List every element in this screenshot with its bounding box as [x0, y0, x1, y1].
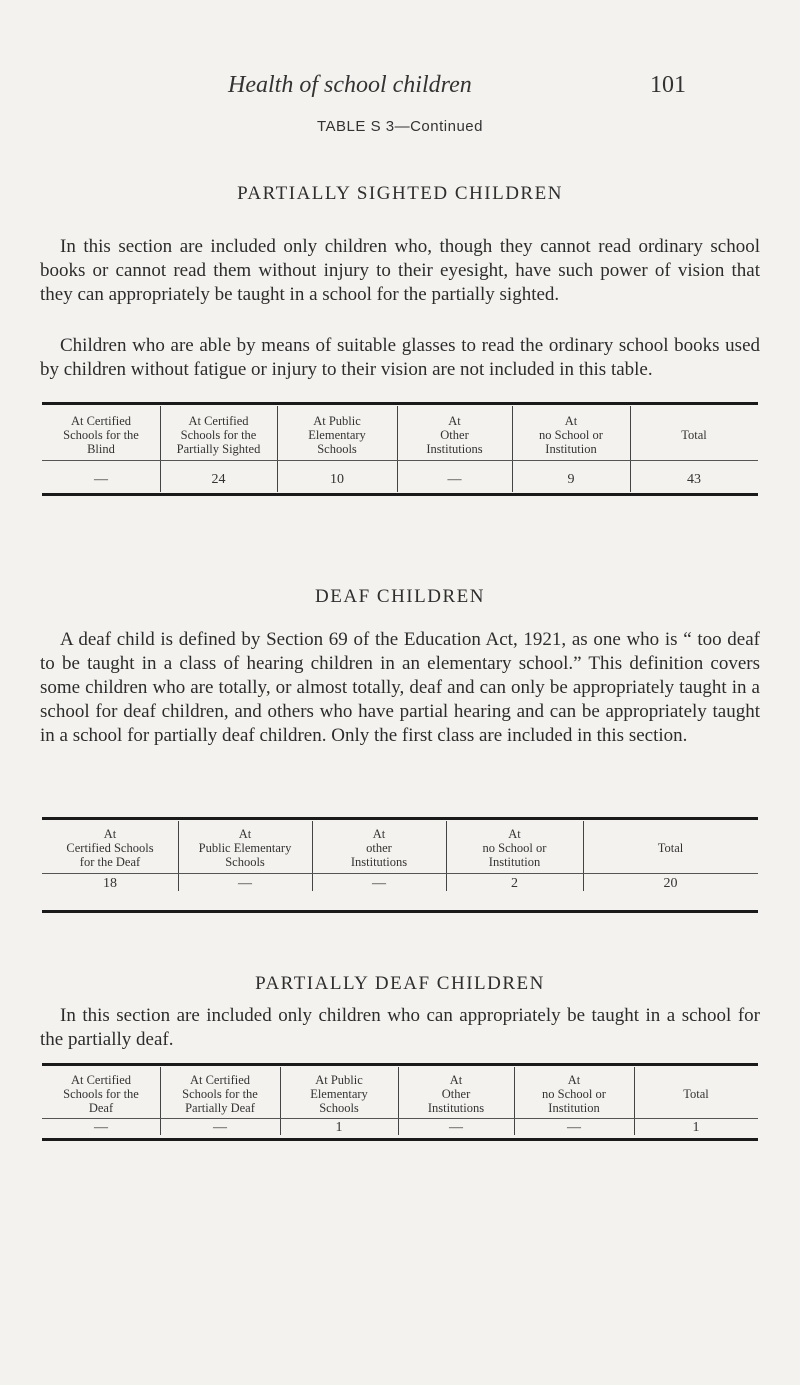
- table-cell: 10: [330, 472, 344, 487]
- paragraph-partially-deaf-1: In this section are included only children who can appropriately be taught in a school for the partially deaf.: [40, 1005, 760, 1050]
- table-cell: 1: [335, 1120, 343, 1135]
- table-cell: —: [447, 472, 462, 487]
- table-cell: 9: [567, 472, 575, 487]
- column-header: At Other Institutions: [426, 414, 483, 456]
- column-header: At Certified Schools for the Deaf: [63, 1073, 139, 1115]
- column-header: At other Institutions: [350, 827, 408, 869]
- table-cell: —: [94, 472, 108, 487]
- table-top-rule: [42, 1063, 758, 1066]
- header-separator: [42, 1118, 758, 1119]
- column-header: Total: [657, 841, 684, 855]
- table-cell: —: [213, 1120, 227, 1135]
- table-cell: 2: [511, 876, 518, 891]
- header-separator: [42, 460, 758, 461]
- section-heading-partially-sighted: PARTIALLY SIGHTED CHILDREN: [237, 183, 563, 204]
- column-header: Total: [683, 1087, 709, 1101]
- table-top-rule: [42, 817, 758, 820]
- column-header: At Public Elementary Schools: [198, 827, 292, 869]
- table-cell: 1: [692, 1120, 700, 1135]
- section-heading-deaf: DEAF CHILDREN: [315, 586, 485, 607]
- table-top-rule: [42, 402, 758, 405]
- table-cell: 43: [687, 472, 701, 487]
- running-title: Health of school children: [228, 72, 472, 98]
- column-header: At Certified Schools for the Partially Deaf: [182, 1073, 258, 1115]
- column-header: At no School or Institution: [542, 1073, 606, 1115]
- table-cell: —: [449, 1120, 463, 1135]
- paragraph-partially-sighted-2: Children who are able by means of suitable glasses to read the ordinary school books used by children without fatigue or injury to their vision are not included in this table.: [40, 335, 760, 380]
- running-header: [0, 72, 800, 102]
- paragraph-partially-sighted-1: In this section are included only children who, though they cannot read ordinary school books or cannot read them without injury to their eyesight, have such power of vision that they can appropriately be taught in a school for the partially sighted.: [40, 236, 760, 305]
- table-bottom-rule: [42, 493, 758, 496]
- column-header: Total: [681, 428, 707, 442]
- column-header: At Public Elementary Schools: [308, 414, 366, 456]
- column-header: At Certified Schools for the Partially Sighted: [176, 414, 261, 456]
- table-cell: 18: [103, 876, 117, 891]
- column-header: At Other Institutions: [427, 1073, 485, 1115]
- page-number: 101: [650, 72, 686, 98]
- table-cell: —: [94, 1120, 108, 1135]
- table-cell: —: [238, 876, 252, 891]
- table-cell: —: [567, 1120, 581, 1135]
- header-separator: [42, 873, 758, 874]
- table-bottom-rule: [42, 910, 758, 913]
- table-cell: —: [372, 876, 386, 891]
- column-header: At no School or Institution: [539, 414, 603, 456]
- table-caption: TABLE S 3—Continued: [317, 118, 483, 135]
- table-cell: 20: [663, 876, 678, 891]
- column-header: At Certified Schools for the Deaf: [66, 827, 154, 869]
- paragraph-deaf-1: A deaf child is defined by Section 69 of the Education Act, 1921, as one who is “ too deaf to be taught in a class of hearing children in an elementary school.” This definition covers some children who are totally, or almost totally, deaf and can only be appropriately taught in a school for deaf children, and others who have partial hearing and can be appropriately taught in a school for partially deaf children. Only the first class are included in this section.: [40, 629, 760, 746]
- column-header: At no School or Institution: [482, 827, 547, 869]
- table-bottom-rule: [42, 1138, 758, 1141]
- column-header: At Public Elementary Schools: [310, 1073, 368, 1115]
- table-cell: 24: [211, 472, 226, 487]
- column-header: At Certified Schools for the Blind: [63, 414, 139, 456]
- section-heading-partially-deaf: PARTIALLY DEAF CHILDREN: [255, 973, 545, 994]
